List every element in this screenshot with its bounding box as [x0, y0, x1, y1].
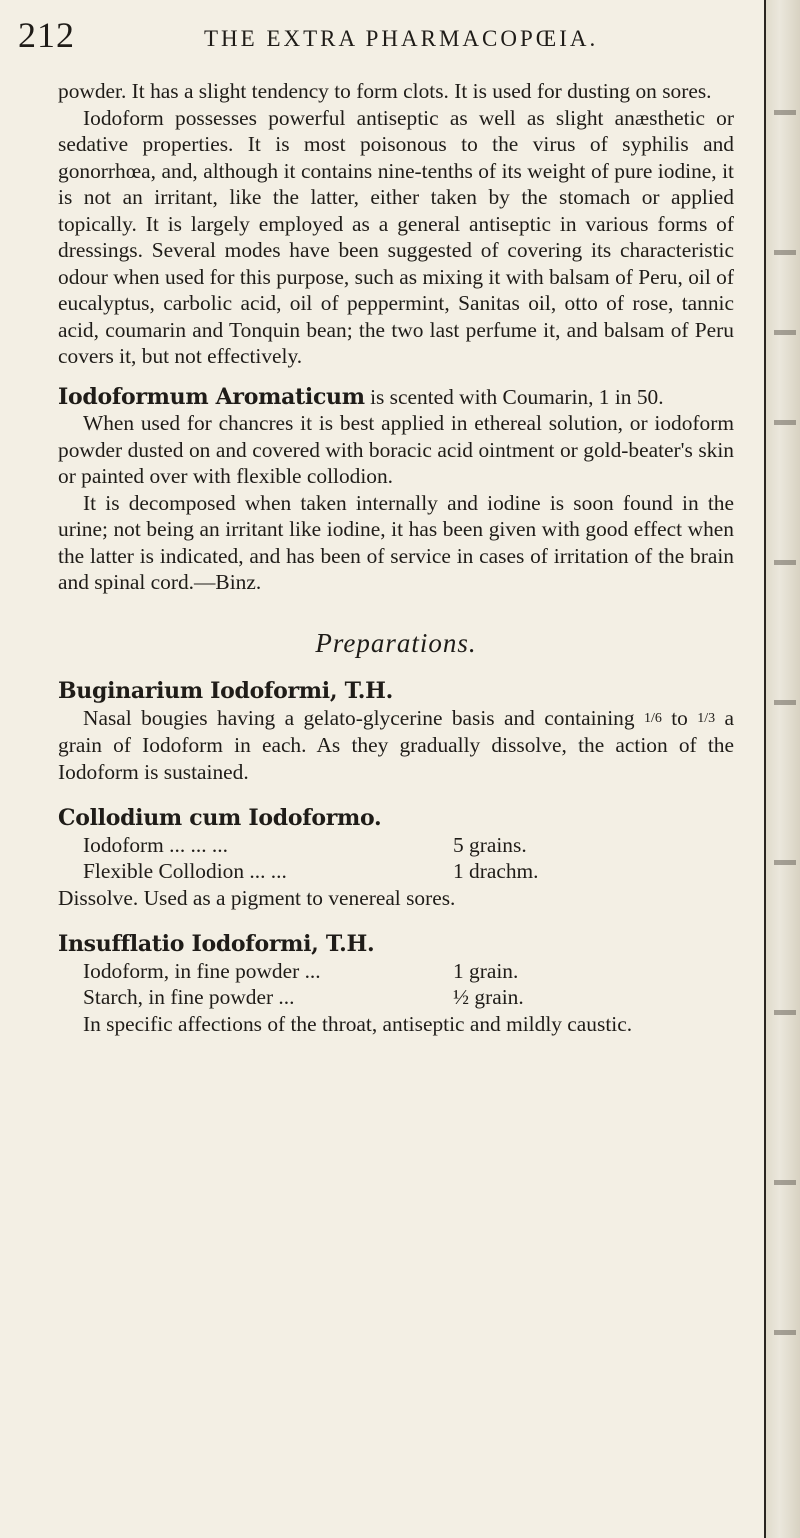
edge-mark	[774, 110, 796, 115]
edge-mark	[774, 560, 796, 565]
recipe-ingredient: Starch, in fine powder ...	[83, 985, 295, 1009]
fraction-one-sixth: 1/6	[643, 710, 662, 726]
entry-title: Buginarium Iodoformi, T.H.	[58, 678, 394, 704]
edge-mark	[774, 1010, 796, 1015]
entry-buginarium-title-line	[58, 678, 734, 705]
recipe-row	[58, 832, 734, 859]
edge-mark	[774, 860, 796, 865]
entry-title: Insufflatio Iodoformi, T.H.	[58, 931, 375, 957]
edge-mark	[774, 420, 796, 425]
paragraph-iodoform-properties: Iodoform possesses powerful antiseptic as well as slight anæsthetic or sedative properties. It is most poisonous to the virus of syphilis and gonorrhœa, and, although it contains nine-tenths of its weight of pure iodine, it is not an irritant, like the latter, either taken by the stomach or applied topically. It is largely employed as a general antiseptic in various forms of dressings. Several modes have been suggested of covering its characteristic odour when used for this purpose, such as mixing it with balsam of Peru, oil of eucalyptus, carbolic acid, oil of peppermint, Sanitas oil, otto of rose, tannic acid, coumarin and Tonquin bean; the two last perfume it, and balsam of Peru covers it, but not effectively.	[58, 105, 734, 368]
paragraph-continuation: powder. It has a slight tendency to form clots. It is used for dusting on sores.	[58, 79, 712, 103]
entry-insufflatio-title-line	[58, 931, 734, 958]
edge-mark	[774, 700, 796, 705]
recipe-note: In specific affections of the throat, antiseptic and mildly caustic.	[83, 1011, 633, 1036]
page-header	[18, 14, 738, 58]
page-body	[58, 78, 734, 1037]
paragraph-chancres: When used for chancres it is best applied in ethereal solution, or iodoform powder dusted on and covered with boracic acid ointment or gold-beater's skin or painted over with flexible collodion.	[58, 411, 734, 488]
recipe-quantity: ½ grain.	[453, 985, 524, 1009]
edge-mark	[774, 250, 796, 255]
paragraph-internal-use: It is decomposed when taken internally and iodine is soon found in the urine; not being an irritant like iodine, it has been given with good effect when the latter is indicated, and has been of service in cases of irritation of the brain and spinal cord.—Binz.	[58, 490, 734, 594]
recipe-quantity: 5 grains.	[453, 832, 527, 857]
recipe-note: Dissolve. Used as a pigment to venereal sores.	[58, 885, 456, 910]
entry-collodium-title-line	[58, 805, 734, 832]
entry-buginarium-text: Nasal bougies having a gelato-glycerine basis and containing 1/6 to 1/3 a grain of Iodoform in each. As they gradually dissolve, the action of the Iodoform is sustained.	[58, 705, 734, 784]
recipe-row	[58, 958, 734, 985]
running-title: THE EXTRA PHARMACOPŒIA.	[204, 26, 599, 51]
facing-page-edge	[764, 0, 800, 1538]
edge-mark	[774, 330, 796, 335]
recipe-quantity: 1 grain.	[453, 958, 519, 983]
recipe-ingredient: Flexible Collodion ... ...	[83, 859, 287, 883]
section-title: Preparations.	[315, 627, 477, 658]
entry-title: Collodium cum Iodoformo.	[58, 805, 382, 831]
entry-title: Iodoformum Aromaticum	[58, 383, 365, 410]
edge-mark	[774, 1180, 796, 1185]
recipe-ingredient: Iodoform ... ... ...	[83, 832, 228, 857]
page-number: 212	[18, 15, 75, 55]
recipe-row	[58, 984, 734, 1011]
fraction-one-third: 1/3	[697, 710, 716, 726]
recipe-row	[58, 858, 734, 885]
recipe-quantity: 1 drachm.	[453, 859, 539, 883]
entry-text: is scented with Coumarin, 1 in 50.	[364, 384, 664, 409]
edge-mark	[774, 1330, 796, 1335]
recipe-collodium	[58, 832, 734, 885]
recipe-insufflatio	[58, 958, 734, 1011]
entry-iodoformum-aromaticum	[58, 384, 734, 411]
recipe-ingredient: Iodoform, in fine powder ...	[83, 958, 321, 983]
